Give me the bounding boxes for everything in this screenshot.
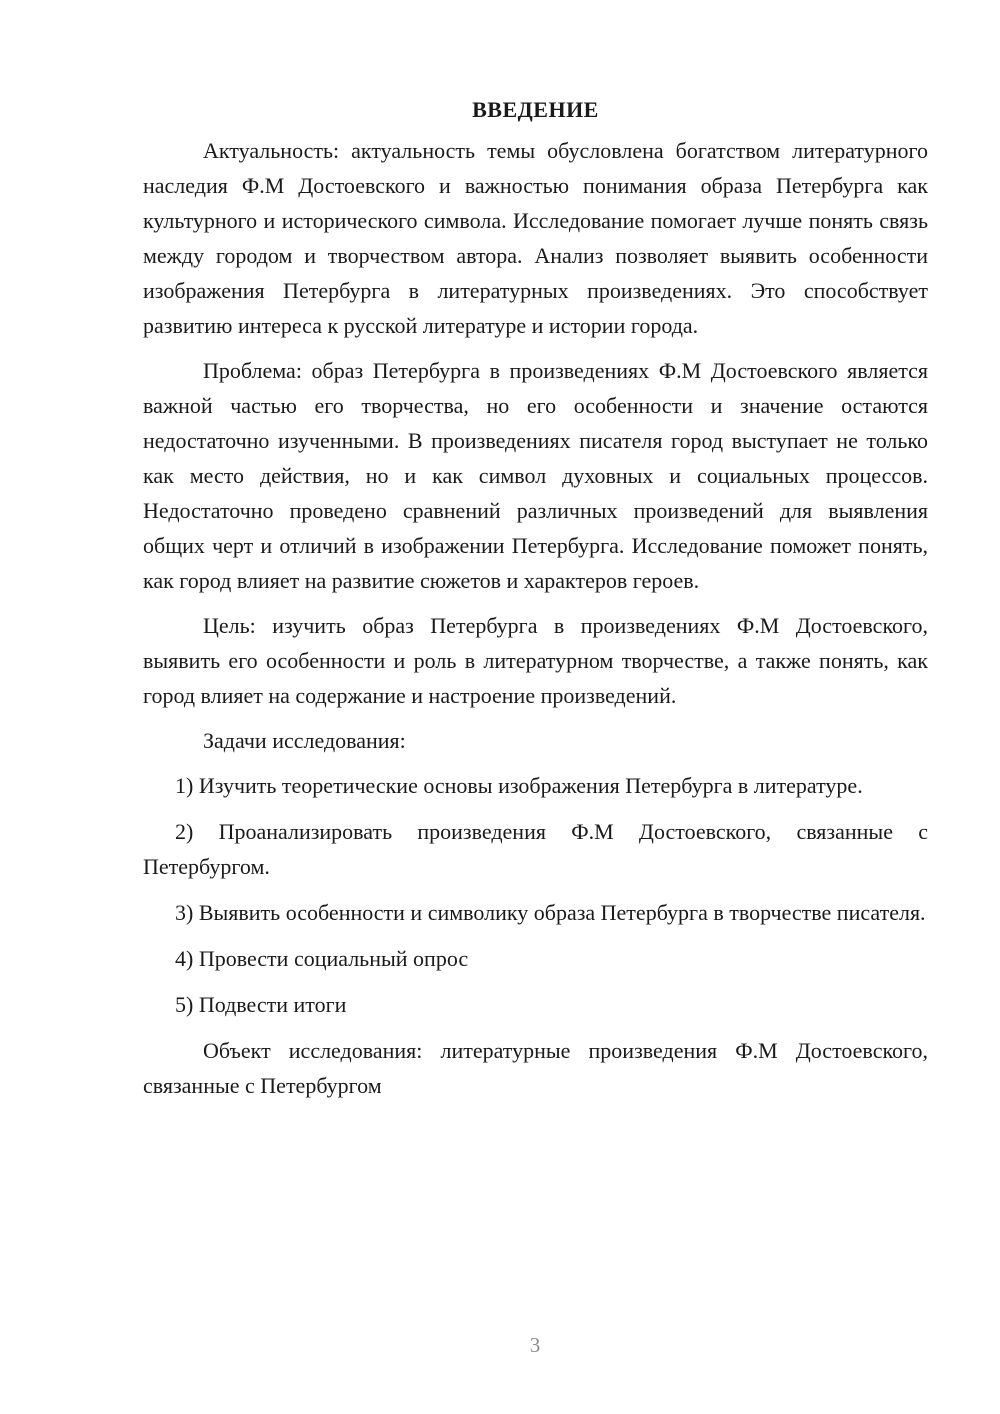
task-item-5: 5) Подвести итоги [175,992,347,1017]
task-item-1: 1) Изучить теоретические основы изображения Петербурга в литературе. [175,773,863,798]
page-content [143,92,928,1113]
problem-paragraph: Проблема: образ Петербурга в произведениях Ф.М Достоевского является важной частью его творчества, но его особенности и значение остаются недостаточно изученными. В произведениях писателя город выступает не только как место действия, но и как символ духовных и социальных процессов. Недостаточно проведено сравнений различных произведений для выявления общих черт и отличий в изображении Петербурга. Исследование поможет понять, как город влияет на развитие сюжетов и характеров героев. [143,358,928,593]
task-item-3: 3) Выявить особенности и символику образа Петербурга в творчестве писателя. [175,900,926,925]
relevance-paragraph: Актуальность: актуальность темы обусловлена богатством литературного наследия Ф.М Достоевского и важностью понимания образа Петербурга как культурного и исторического символа. Исследование помогает лучше понять связь между городом и творчеством автора. Анализ позволяет выявить особенности изображения Петербурга в литературных произведениях. Это способствует развитию интереса к русской литературе и истории города. [143,138,928,338]
tasks-heading: Задачи исследования: [203,728,406,753]
page-number: 3 [529,1333,541,1357]
goal-paragraph: Цель: изучить образ Петербурга в произведениях Ф.М Достоевского, выявить его особенности и роль в литературном творчестве, а также понять, как город влияет на содержание и настроение произведений. [143,613,928,708]
task-item-4: 4) Провести социальный опрос [175,946,469,971]
task-item-2: 2) Проанализировать произведения Ф.М Достоевского, связанные с Петербургом. [143,819,928,879]
section-heading: ВВЕДЕНИЕ [472,97,599,122]
object-paragraph: Объект исследования: литературные произведения Ф.М Достоевского, связанные с Петербургом [143,1038,928,1098]
